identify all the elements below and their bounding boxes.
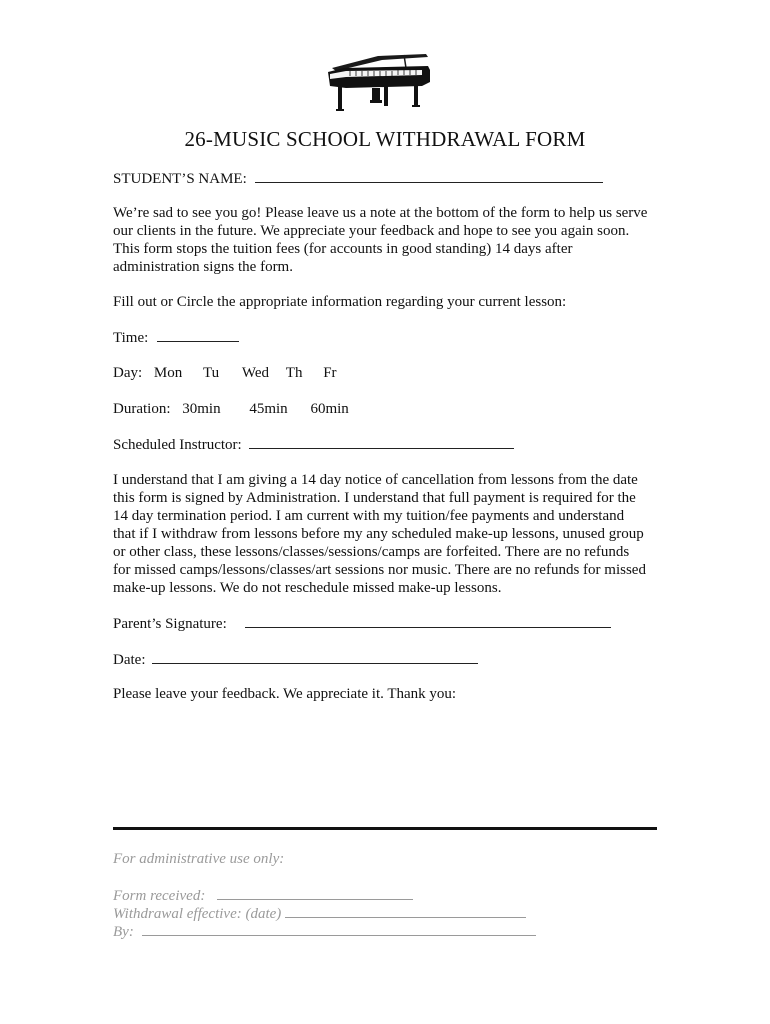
student-name-label: STUDENT’S NAME:	[113, 171, 247, 187]
duration-option-30[interactable]: 30min	[182, 401, 221, 417]
duration-row	[113, 400, 349, 418]
withdrawal-effective-row	[113, 904, 526, 923]
date-row	[113, 650, 478, 669]
intro-line: administration signs the form.	[113, 259, 293, 275]
intro-line: our clients in the future. We appreciate your feedback and hope to see you again soon.	[113, 223, 630, 239]
signature-field[interactable]	[245, 614, 611, 628]
intro-paragraph	[113, 204, 673, 276]
instruction-text: Fill out or Circle the appropriate information regarding your current lesson:	[113, 294, 567, 310]
form-received-label: Form received:	[113, 888, 206, 904]
date-field[interactable]	[152, 650, 478, 664]
terms-line: this form is signed by Administration. I understand that full payment is required for the	[113, 490, 636, 506]
terms-line: for missed camps/lessons/classes/art sessions nor music. There are no refunds for missed	[113, 562, 646, 578]
day-option-mon[interactable]: Mon	[153, 365, 183, 381]
withdrawal-effective-label: Withdrawal effective: (date)	[113, 906, 282, 922]
day-label: Day:	[113, 365, 143, 381]
withdrawal-effective-field[interactable]	[285, 904, 526, 918]
time-field[interactable]	[157, 328, 239, 342]
terms-line: I understand that I am giving a 14 day notice of cancellation from lessons from the date	[113, 472, 638, 488]
terms-line: or other class, these lessons/classes/sessions/camps are forfeited. There are no refunds	[113, 544, 630, 560]
day-row	[113, 364, 337, 382]
student-name-field[interactable]	[255, 169, 603, 183]
time-label: Time:	[113, 330, 149, 346]
form-received-field[interactable]	[217, 886, 413, 900]
feedback-label: Please leave your feedback. We appreciate it. Thank you:	[113, 686, 457, 702]
date-label: Date:	[113, 652, 146, 668]
terms-line: that if I withdraw from lessons before my any scheduled make-up lessons, unused group	[113, 526, 644, 542]
terms-paragraph	[113, 471, 673, 597]
day-option-wed[interactable]: Wed	[241, 365, 270, 381]
admin-by-field[interactable]	[142, 922, 536, 936]
form-received-row	[113, 886, 413, 905]
signature-row	[113, 614, 611, 633]
signature-label: Parent’s Signature:	[113, 616, 227, 632]
admin-by-row	[113, 922, 536, 941]
day-option-fr[interactable]: Fr	[323, 365, 337, 381]
intro-line: This form stops the tuition fees (for accounts in good standing) 14 days after	[113, 241, 573, 257]
grand-piano-icon	[326, 52, 432, 114]
instructor-field[interactable]	[249, 435, 514, 449]
terms-line: make-up lessons. We do not reschedule missed make-up lessons.	[113, 580, 502, 596]
instructor-row	[113, 435, 514, 454]
intro-line: We’re sad to see you go! Please leave us a note at the bottom of the form to help us serve	[113, 205, 648, 221]
instructor-label: Scheduled Instructor:	[113, 437, 242, 453]
duration-option-45[interactable]: 45min	[249, 401, 288, 417]
section-divider	[113, 827, 657, 830]
student-name-row	[113, 169, 603, 188]
feedback-area[interactable]	[113, 708, 657, 820]
terms-line: 14 day termination period. I am current with my tuition/fee payments and understand	[113, 508, 625, 524]
day-option-th[interactable]: Th	[285, 365, 303, 381]
admin-heading: For administrative use only:	[113, 851, 285, 867]
day-option-tu[interactable]: Tu	[203, 365, 220, 381]
duration-label: Duration:	[113, 401, 171, 417]
admin-by-label: By:	[113, 924, 134, 940]
form-title: 26-MUSIC SCHOOL WITHDRAWAL FORM	[184, 127, 586, 151]
duration-option-60[interactable]: 60min	[310, 401, 349, 417]
time-row	[113, 328, 239, 347]
